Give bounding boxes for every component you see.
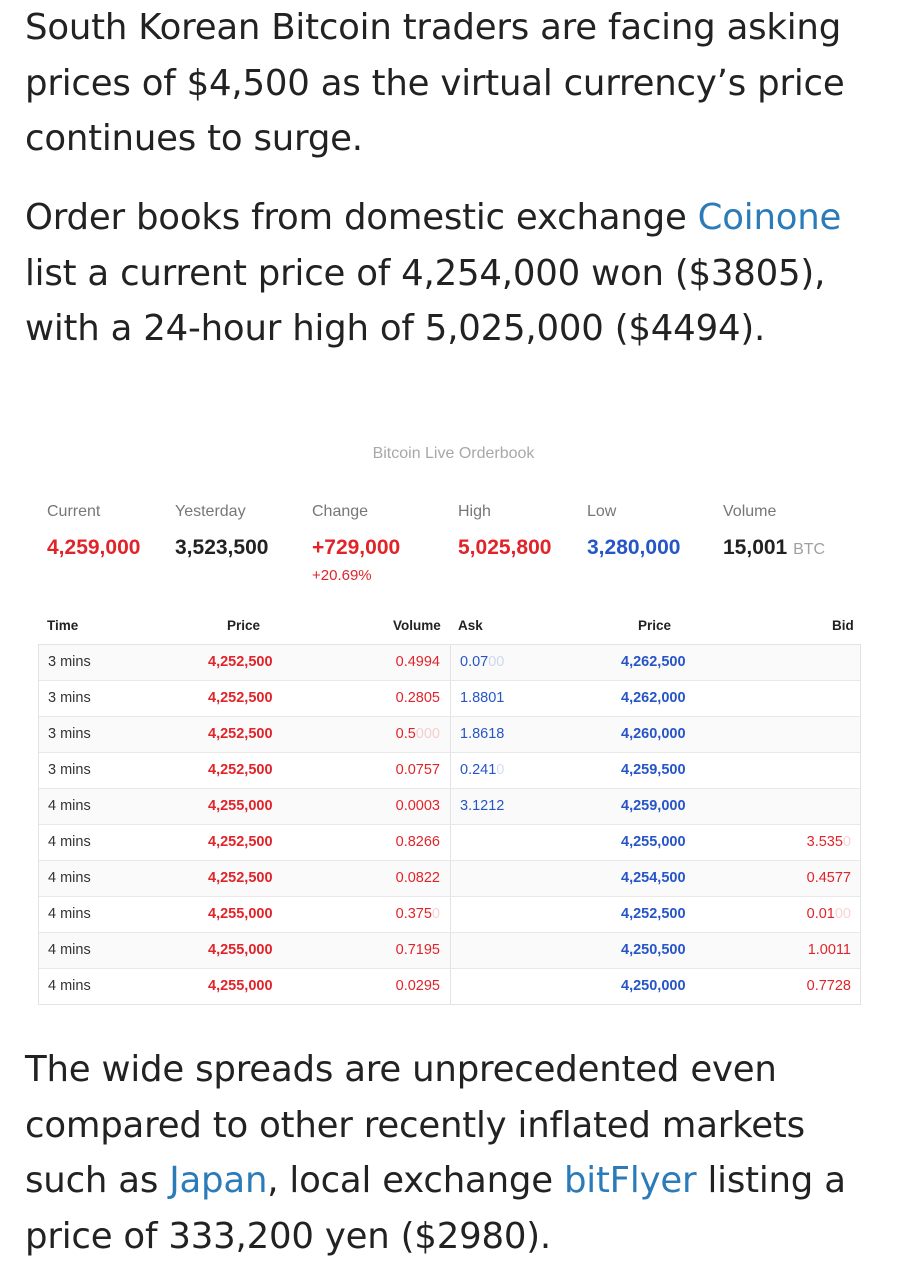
cell-time xyxy=(48,978,91,994)
table-row xyxy=(39,789,860,825)
cell-volume xyxy=(396,870,440,886)
paragraph-coinone-text-end: list a current price of 4,254,000 won ($3805), with a 24-hour high of 5,025,000 ($4494). xyxy=(25,252,826,349)
cell-ask xyxy=(460,726,504,742)
cell-trade-price xyxy=(208,726,273,742)
cell-book-price-value: 4,250,000 xyxy=(621,978,686,994)
paragraph-spreads-text-end: listing a price of 333,200 yen ($2980). xyxy=(25,1160,846,1257)
cell-book-price-value: 4,259,500 xyxy=(621,762,686,778)
cell-volume-value: 0.0757 xyxy=(395,762,440,778)
cell-time-value: 3 mins xyxy=(48,762,91,778)
cell-ask-value: 0.241 xyxy=(460,762,497,778)
cell-volume-trailing-zeros: 0 xyxy=(431,906,440,922)
cell-book-price xyxy=(621,978,686,994)
stat-high-label: High xyxy=(458,503,491,520)
stat-current-label: Current xyxy=(47,503,101,520)
cell-volume xyxy=(396,726,440,742)
paragraph-coinone xyxy=(25,190,895,357)
cell-volume-value: 0.0003 xyxy=(395,798,440,814)
table-row xyxy=(39,645,860,681)
cell-ask-trailing-zeros: 0 xyxy=(496,762,505,778)
stat-change-label: Change xyxy=(312,503,369,520)
column-divider xyxy=(450,753,451,788)
stat-volume-unit: BTC xyxy=(793,541,826,558)
cell-time xyxy=(48,942,91,958)
cell-time xyxy=(48,834,91,850)
cell-volume xyxy=(396,978,440,994)
cell-ask xyxy=(460,690,504,706)
cell-volume-value: 0.8266 xyxy=(395,834,440,850)
cell-time xyxy=(48,870,91,886)
cell-volume xyxy=(396,762,440,778)
cell-ask-value: 1.8801 xyxy=(460,690,505,706)
header-ask: Ask xyxy=(458,618,483,633)
cell-book-price xyxy=(621,870,686,886)
cell-time-value: 3 mins xyxy=(48,726,91,742)
cell-trade-price xyxy=(208,942,273,958)
cell-time-value: 4 mins xyxy=(48,942,91,958)
cell-bid xyxy=(807,906,851,922)
cell-bid xyxy=(808,942,851,958)
cell-bid-value: 3.535 xyxy=(806,834,843,850)
cell-volume xyxy=(396,942,440,958)
cell-trade-price xyxy=(208,762,273,778)
japan-link[interactable]: Japan xyxy=(169,1160,268,1201)
cell-book-price xyxy=(621,834,686,850)
paragraph-spreads-text-mid: , local exchange xyxy=(267,1160,564,1201)
cell-book-price xyxy=(621,654,686,670)
orderbook-title: Bitcoin Live Orderbook xyxy=(372,445,535,462)
column-divider xyxy=(450,825,451,860)
cell-time xyxy=(48,906,91,922)
cell-time xyxy=(48,798,91,814)
cell-volume-value: 0.0295 xyxy=(395,978,440,994)
cell-time xyxy=(48,690,91,706)
cell-ask xyxy=(460,798,504,814)
cell-bid-trailing-zeros: 0 xyxy=(842,834,851,850)
cell-time-value: 4 mins xyxy=(48,978,91,994)
cell-time-value: 3 mins xyxy=(48,690,91,706)
table-row xyxy=(39,861,860,897)
cell-time-value: 4 mins xyxy=(48,870,91,886)
stat-yesterday-value: 3,523,500 xyxy=(175,536,269,559)
cell-book-price-value: 4,260,000 xyxy=(621,726,686,742)
stat-change-value: +729,000 xyxy=(312,536,401,559)
cell-book-price-value: 4,259,000 xyxy=(621,798,686,814)
cell-trade-price-value: 4,255,000 xyxy=(208,978,273,994)
cell-bid-value: 0.7728 xyxy=(806,978,851,994)
cell-time-value: 4 mins xyxy=(48,906,91,922)
cell-ask-value: 0.07 xyxy=(460,654,489,670)
table-row xyxy=(39,717,860,753)
column-divider xyxy=(450,645,451,680)
paragraph-spreads xyxy=(25,1042,895,1264)
cell-ask xyxy=(460,654,504,670)
cell-bid xyxy=(807,978,851,994)
column-divider xyxy=(450,861,451,896)
cell-book-price xyxy=(621,690,686,706)
header-time: Time xyxy=(47,618,79,633)
column-divider xyxy=(450,681,451,716)
cell-bid xyxy=(807,834,851,850)
cell-volume-value: 0.0822 xyxy=(395,870,440,886)
header-ask-price: Price xyxy=(638,618,672,633)
cell-volume-value: 0.2805 xyxy=(395,690,440,706)
cell-time-value: 4 mins xyxy=(48,834,91,850)
cell-volume-value: 0.7195 xyxy=(395,942,440,958)
paragraph-spreads-text-start: The wide spreads are unprecedented even compared to other recently inflated markets such as xyxy=(25,1049,805,1201)
cell-trade-price xyxy=(208,654,273,670)
cell-bid-trailing-zeros: 00 xyxy=(834,906,851,922)
cell-ask-value: 3.1212 xyxy=(460,798,505,814)
table-row xyxy=(39,753,860,789)
header-bid: Bid xyxy=(832,618,854,633)
table-row xyxy=(39,681,860,717)
stat-low-value: 3,280,000 xyxy=(587,536,681,559)
cell-bid xyxy=(807,870,851,886)
cell-time-value: 3 mins xyxy=(48,654,91,670)
cell-volume-value: 0.375 xyxy=(395,906,432,922)
table-row xyxy=(39,897,860,933)
cell-trade-price xyxy=(208,690,273,706)
header-volume: Volume xyxy=(393,618,441,633)
table-row xyxy=(39,969,860,1005)
cell-ask-value: 1.8618 xyxy=(460,726,505,742)
cell-volume xyxy=(396,798,440,814)
cell-ask-trailing-zeros: 00 xyxy=(488,654,505,670)
stat-change-percent: +20.69% xyxy=(312,567,372,584)
header-price: Price xyxy=(227,618,261,633)
cell-trade-price-value: 4,255,000 xyxy=(208,942,273,958)
column-divider xyxy=(450,789,451,824)
column-divider xyxy=(450,897,451,932)
stat-high-value: 5,025,800 xyxy=(458,536,552,559)
stat-volume-value: 15,001 xyxy=(723,536,788,559)
cell-volume xyxy=(396,690,440,706)
column-divider xyxy=(450,933,451,968)
cell-trade-price xyxy=(208,834,273,850)
table-row xyxy=(39,825,860,861)
cell-book-price-value: 4,262,000 xyxy=(621,690,686,706)
cell-trade-price-value: 4,252,500 xyxy=(208,834,273,850)
column-divider xyxy=(450,969,451,1005)
cell-trade-price xyxy=(208,978,273,994)
cell-trade-price-value: 4,255,000 xyxy=(208,906,273,922)
cell-trade-price xyxy=(208,870,273,886)
stat-low-label: Low xyxy=(587,503,617,520)
cell-book-price-value: 4,262,500 xyxy=(621,654,686,670)
stat-current-value: 4,259,000 xyxy=(47,536,141,559)
cell-book-price-value: 4,252,500 xyxy=(621,906,686,922)
table-row xyxy=(39,933,860,969)
cell-trade-price-value: 4,252,500 xyxy=(208,690,273,706)
cell-trade-price-value: 4,255,000 xyxy=(208,798,273,814)
cell-volume-trailing-zeros: 000 xyxy=(415,726,440,742)
cell-book-price xyxy=(621,762,686,778)
cell-time xyxy=(48,654,91,670)
stat-volume-label: Volume xyxy=(723,503,777,520)
cell-book-price-value: 4,254,500 xyxy=(621,870,686,886)
cell-volume xyxy=(396,906,440,922)
stat-yesterday-label: Yesterday xyxy=(175,503,246,520)
cell-book-price xyxy=(621,726,686,742)
cell-book-price xyxy=(621,906,686,922)
cell-trade-price-value: 4,252,500 xyxy=(208,870,273,886)
cell-trade-price xyxy=(208,906,273,922)
cell-trade-price xyxy=(208,798,273,814)
cell-volume xyxy=(396,654,440,670)
cell-time xyxy=(48,726,91,742)
column-divider xyxy=(450,717,451,752)
cell-volume xyxy=(396,834,440,850)
cell-book-price xyxy=(621,942,686,958)
paragraph-coinone-text-start: Order books from domestic exchange xyxy=(25,197,698,238)
cell-volume-value: 0.5 xyxy=(395,726,416,742)
cell-bid-value: 0.4577 xyxy=(806,870,851,886)
coinone-link[interactable]: Coinone xyxy=(697,197,842,238)
bitflyer-link[interactable]: bitFlyer xyxy=(563,1160,697,1201)
cell-bid-value: 1.0011 xyxy=(807,942,851,958)
cell-trade-price-value: 4,252,500 xyxy=(208,726,273,742)
cell-trade-price-value: 4,252,500 xyxy=(208,654,273,670)
cell-time-value: 4 mins xyxy=(48,798,91,814)
cell-book-price-value: 4,250,500 xyxy=(621,942,686,958)
cell-volume-value: 0.4994 xyxy=(395,654,440,670)
stat-volume xyxy=(723,536,825,560)
paragraph-intro: South Korean Bitcoin traders are facing asking prices of $4,500 as the virtual currency’s price continues to surge. xyxy=(25,7,845,159)
cell-time xyxy=(48,762,91,778)
cell-trade-price-value: 4,252,500 xyxy=(208,762,273,778)
cell-bid-value: 0.01 xyxy=(806,906,835,922)
cell-book-price-value: 4,255,000 xyxy=(621,834,686,850)
orderbook-table xyxy=(38,644,861,1005)
cell-book-price xyxy=(621,798,686,814)
cell-ask xyxy=(460,762,504,778)
